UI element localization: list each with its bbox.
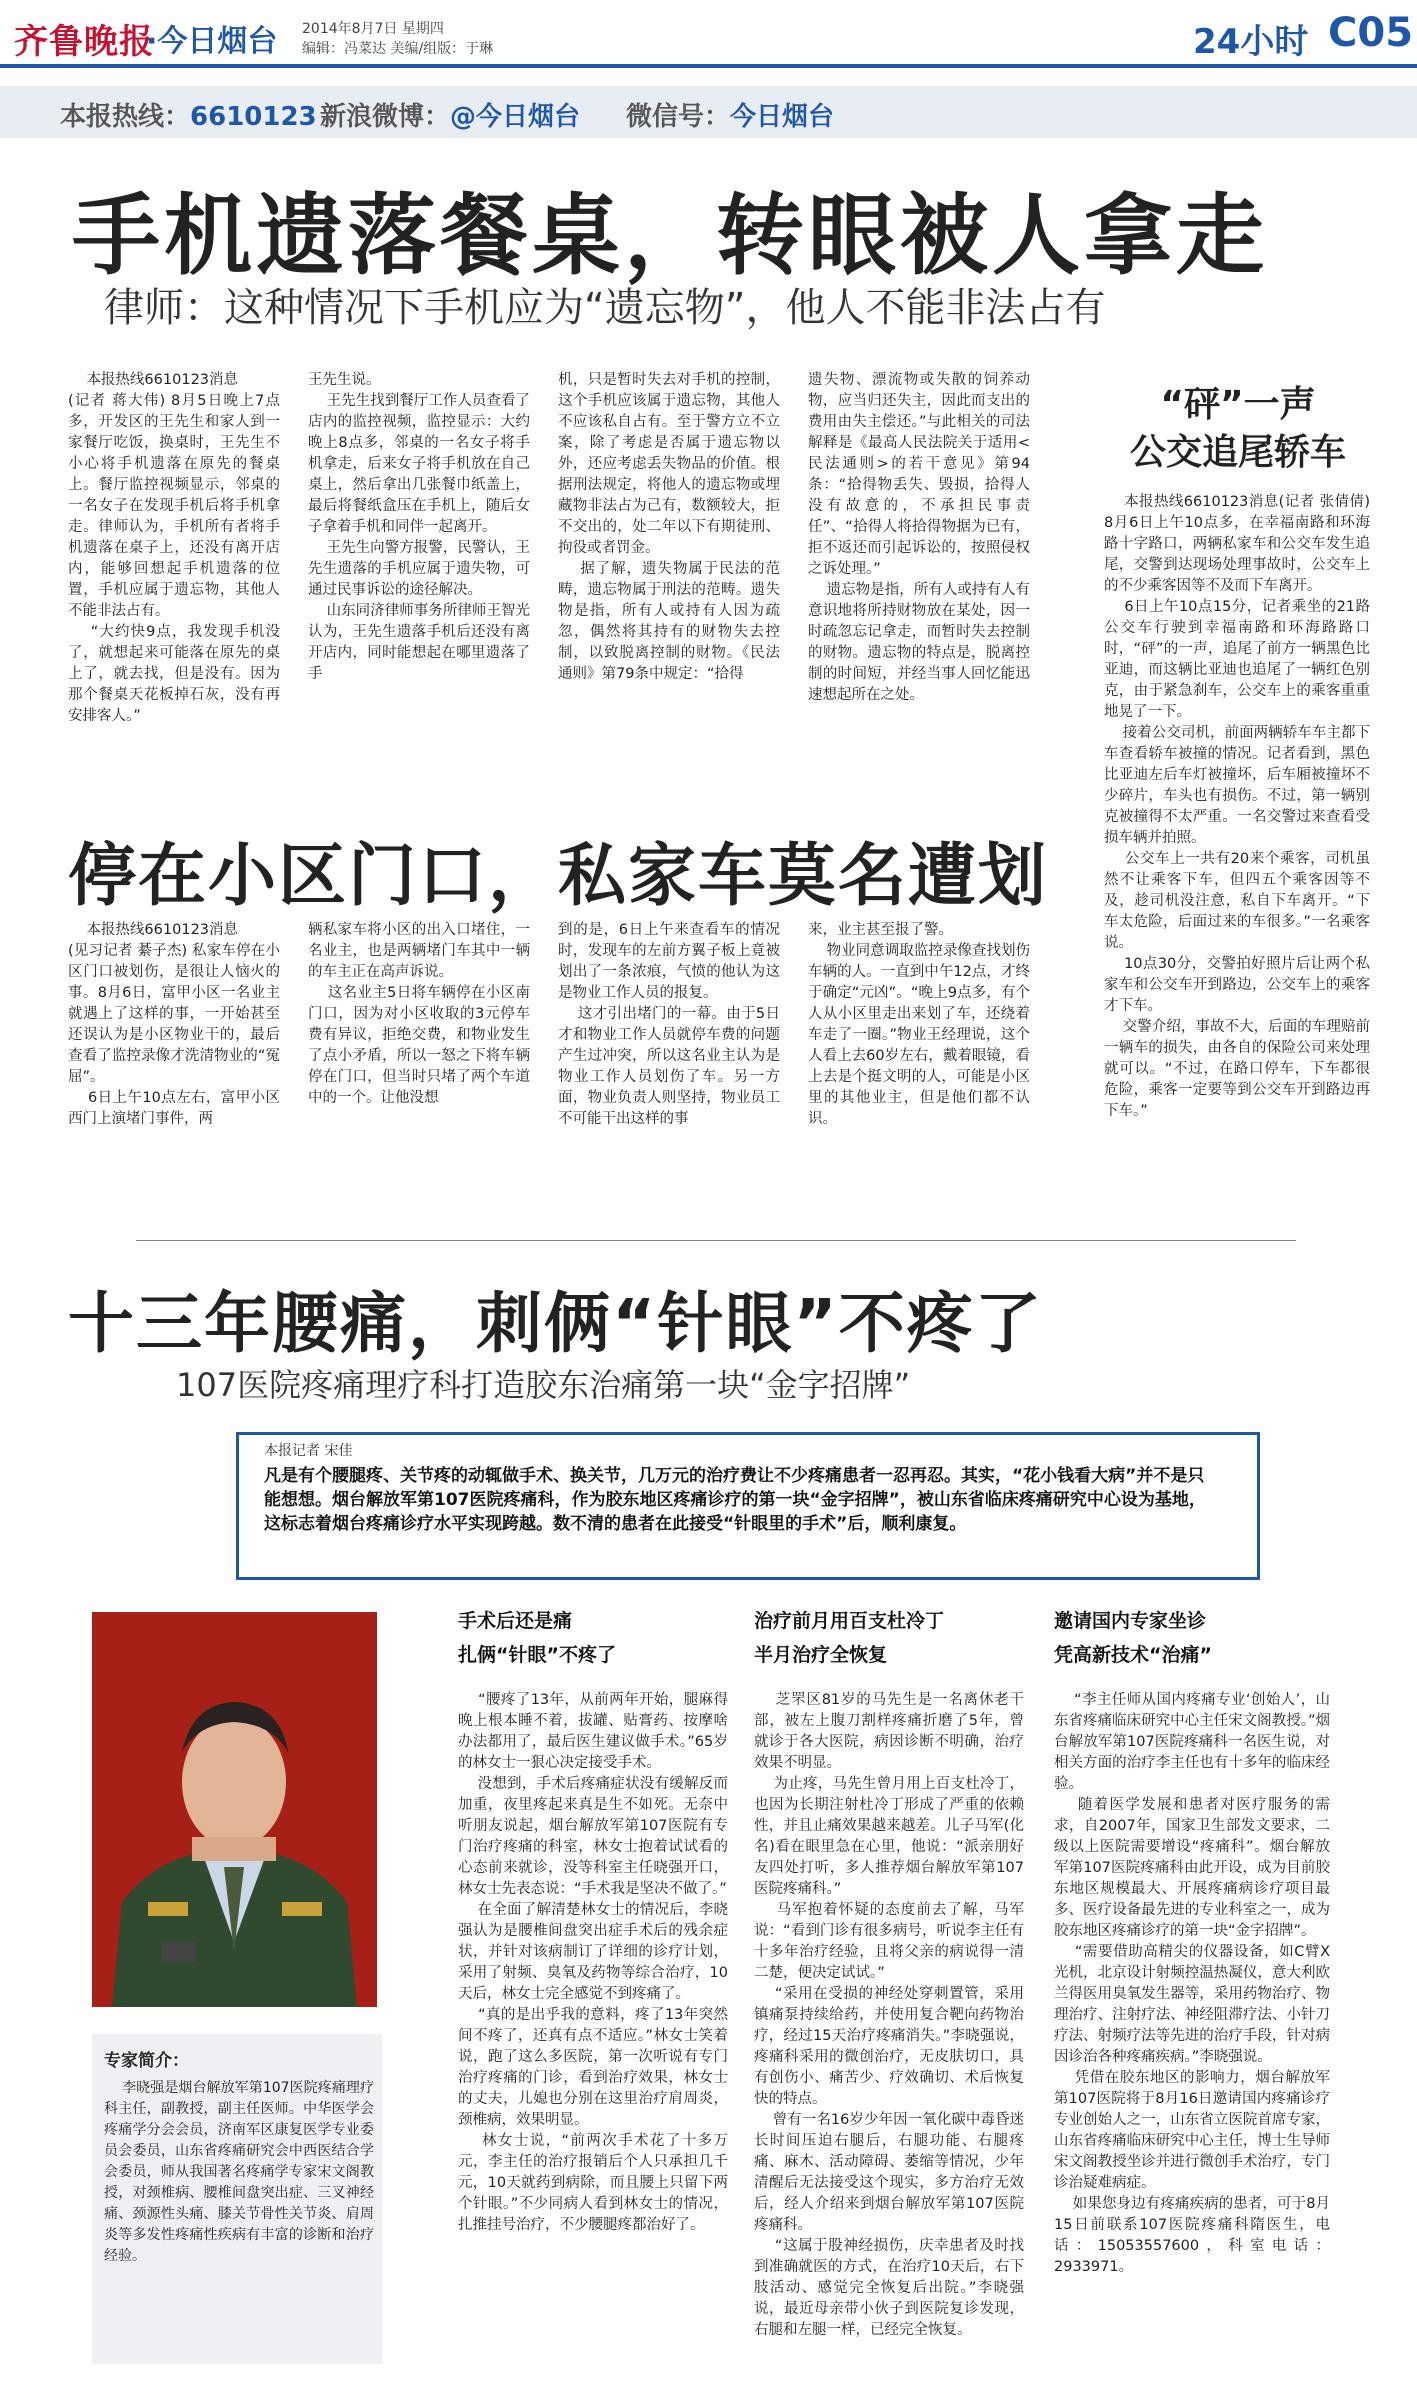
article3-reporter: 本报记者 宋佳 (264, 1443, 353, 1459)
sidebar-title-2: 公交追尾轿车 (1129, 432, 1346, 473)
expert-title: 专家简介： (104, 2051, 189, 2071)
expert-text: 李晓强是烟台解放军第107医院疼痛理疗科主任，副教授，副主任医师。中华医学会疼痛学分会会员，济南军区康复医学专业委员会委员，山东省疼痛研究会中西医结合学会委员，师从我国著名疼痛学专家宋文阁教授，对颈椎病、腰椎间盘突出症、三叉神经痛、颈源性头痛、膝关节骨性关节炎、肩周炎等多发性疼痛性疾病有丰富的诊断和治疗经验。 (104, 2080, 374, 2264)
editor-credit: 编辑：冯菜达 美编/组版：于琳 (302, 41, 494, 57)
issue-date: 2014年8月7日 星期四 (302, 21, 444, 37)
doctor-photo (92, 1612, 377, 2007)
hotline-info: 本报热线：6610123 (60, 102, 317, 132)
article3-column-1: “腰疼了13年，从前两年开始，腿麻得晚上根本睡不着，拔罐、贴膏药、按摩啥办法都用了，最后医生建议做手术。”65岁的林女士一狠心决定接受手术。 没想到，手术后疼痛症状没有缓解反而加重，夜里疼起来真是生不如死。无奈中听朋友说起，烟台解放军第107医院有专门治疗疼痛的科室，林女士抱着试试看的心态前来就诊，没等科室主任晓强开口，林女士先表态说：“手术我是坚决不做了。” 在全面了解清楚林女士的情况后，李晓强认为是腰椎间盘突出症手术后的残余症状，并针对该病制订了详细的诊疗计划，采用了射频、臭氧及药物等综合治疗，10天后，林女士完全感觉不到疼痛了。 “真的是出乎我的意料，疼了13年突然间不疼了，还真有点不适应。”林女士笑着说，跑了这么多医院，第一次听说有专门治疗疼痛的门诊，看到治疗效果，林女士的丈夫，儿媳也分别在这里治疗肩周炎，颈椎病，效果明显。 林女士说，“前两次手术花了十多万元，李主任的治疗报销后个人只承担几千元，10天就药到病除，而且腰上只留下两个针眼。”不少同病人看到林女士的情况，扎推挂号治疗，不少腰腿疼都治好了。 (458, 1692, 729, 2233)
wechat-info: 微信号：今日烟台 (626, 102, 835, 132)
section-24hours: 24小时 (1193, 22, 1309, 62)
section-divider (136, 1240, 1296, 1241)
masthead-rule (0, 64, 1417, 68)
article1-column-1: 本报热线6610123消息 (记者 蒋大伟) 8月5日晚上7点多，开发区的王先生和家人到一家餐厅吃饭，换桌时，王先生不小心将手机遗落在原先的餐桌上。餐厅监控视频显示，邻桌的一名女子在发现手机后将手机拿走。律师认为，手机所有者将手机遗落在桌子上，还没有离开店内，能够回想起手机遗落的位置，手机应属于遗忘物，其他人不能非法占有。 “大约快9点，我发现手机没了，就想起来可能落在原先的桌上了，就去找，但是没有。因为那个餐桌天花板掉石灰，没有再安排客人。” (68, 372, 280, 724)
article1-column-3: 机，只是暂时失去对手机的控制，这个手机应该属于遗忘物，其他人不应该私自占有。至于警方立不立案，除了考虑是否属于遗忘物以外，还应考虑丢失物品的价值。根据刑法规定，将他人的遗忘物或埋藏物非法占为己有，数额较大，拒不交出的，处二年以下有期徒刑、拘役或者罚金。 据了解，遗失物属于民法的范畴，遗忘物属于刑法的范畴。遗失物是指，所有人或持有人因为疏忽，偶然将其持有的财物失去控制，以致脱离控制的财物。《民法通则》第79条中规定：“拾得 (558, 372, 780, 682)
weibo-info: 新浪微博：@今日烟台 (320, 102, 581, 132)
article3-lead: 凡是有个腰腿疼、关节疼的动辄做手术、换关节，几万元的治疗费让不少疼痛患者一忍再忍。其实，“花小钱看大病”并不是只能想想。烟台解放军第107医院疼痛科，作为胶东地区疼痛诊疗的第一块“金字招牌”，被山东省临床疼痛研究中心设为基地，这标志着烟台疼痛诊疗水平实现跨越。数不清的患者在此接受“针眼里的手术”后，顺利康复。 (264, 1466, 1206, 1534)
article3-column-2: 芝罘区81岁的马先生是一名离休老干部，被左上腹刀割样疼痛折磨了5年，曾就诊于各大医院，病因诊断不明确，治疗效果不明显。 为止疼，马先生曾月用上百支杜冷丁，也因为长期注射杜冷丁形成了严重的依赖性，并且止痛效果越来越差。儿子马军(化名)看在眼里急在心里，他说：“派亲朋好友四处打听，多人推荐烟台解放军第107医院疼痛科。” 马军抱着怀疑的态度前去了解，马军说：“看到门诊有很多病号，听说李主任有十多年治疗经验，且将父亲的病说得一清二楚，便决定试试。” “采用在受损的神经处穿刺置管，采用镇痛泵持续给药，并使用复合靶向药物治疗，经过15天治疗疼痛消失。”李晓强说，疼痛科采用的微创治疗，无皮肤切口，具有创伤小、痛苦少、疗效确切、术后恢复快的特点。 曾有一名16岁少年因一氧化碳中毒昏迷长时间压迫右腿后，右腿功能、右腿疼痛、麻木、活动障碍、萎缩等情况，少年清醒后无法接受这个现实，多方治疗无效后，经人介绍来到烟台解放军第107医院疼痛科。 “这属于股神经损伤，庆幸患者及时找到准确就医的方式，在治疗10天后，右下肢活动、感觉完全恢复后出院。”李晓强说，最近母亲带小伙子到医院复诊发现，右腿和左腿一样，已经完全恢复。 (754, 1692, 1025, 2338)
article3-column-3: “李主任师从国内疼痛专业‘创始人’，山东省疼痛临床研究中心主任宋文阁教授。”烟台解放军第107医院疼痛科一名医生说，对相关方面的治疗李主任也有十多年的临床经验。 随着医学发展和患者对医疗服务的需求，自2007年，国家卫生部发文要求，二级以上医院需要增设“疼痛科”。烟台解放军第107医院疼痛科由此开设，成为目前胶东地区规模最大、开展疼痛病诊疗项目最多、医疗设备最先进的专业科室之一，成为胶东地区疼痛诊疗的第一块“金字招牌”。 “需要借助高精尖的仪器设备，如C臂X光机，北京设计射频控温热凝仪，意大利欧兰得医用臭氧发生器等，采用药物治疗、物理治疗、注射疗法、神经阻滞疗法、小针刀疗法、射频疗法等先进的治疗手段，针对病因诊治各种疼痛疾病。”李晓强说。 凭借在胶东地区的影响力，烟台解放军第107医院将于8月16日邀请国内疼痛诊疗专业创始人之一，山东省立医院首席专家，山东省疼痛临床研究中心主任，博士生导师宋文阁教授坐诊并进行微创手术治疗，专门诊治疑难病症。 如果您身边有疼痛疾病的患者，可于8月15日前联系107医院疼痛科隋医生，电话：15053557600，科室电话：2933971。 (1054, 1692, 1331, 2275)
article3-subhead: 107医院疼痛理疗科打造胶东治痛第一块“金字招牌” (176, 1366, 911, 1404)
page-number: C05 (1328, 10, 1414, 56)
column3-title-2: 凭高新技术“治痛” (1054, 1644, 1212, 1666)
sidebar-title-1: “砰”一声 (1160, 384, 1316, 425)
article2-column-1: 本报热线6610123消息 (见习记者 綦子杰) 私家车停在小区门口被划伤，是很让人恼火的事。8月6日，富甲小区一名业主就遇上了这样的事，一开始甚至还误认为是小区物业干的，最后查看了监控录像才洗清物业的“冤屈”。 6日上午10点左右，富甲小区西门上演堵门事件，两 (68, 922, 280, 1127)
article1-headline: 手机遗落餐桌，转眼被人拿走 (72, 184, 1269, 287)
newspaper-logo: 齐鲁晚报 (14, 22, 154, 62)
column1-title-1: 手术后还是痛 (458, 1610, 573, 1632)
article2-column-2: 辆私家车将小区的出入口堵住，一名业主，也是两辆堵门车其中一辆的车主正在高声诉说。 这名业主5日将车辆停在小区南门口，因为对小区收取的3元停车费有异议，拒绝交费，和物业发生了点小矛盾，所以一怒之下将车辆停在门口，但当时只堵了两个车道中的一个。让他没想 (308, 922, 530, 1106)
article2-headline: 停在小区门口，私家车莫名遭划 (68, 837, 1049, 916)
sidebar-body: 本报热线6610123消息(记者 张倩倩) 8月6日上午10点多，在幸福南路和环海路十字路口，两辆私家车和公交车发生追尾，交警到达现场处理事故时，公交车上的不少乘客因等不及而下车离开。 6日上午10点15分，记者乘坐的21路公交车行驶到幸福南路和环海路路口时，“砰”的一声，追尾了前方一辆黑色比亚迪，而这辆比亚迪也追尾了一辆红色别克，由于紧急刹车，公交车上的乘客重重地晃了一下。 接着公交司机，前面两辆轿车车主都下车查看轿车被撞的情况。记者看到，黑色比亚迪左后车灯被撞坏，后车厢被撞坏不少碎片，车头也有损伤。不过，第一辆别克被撞得不太严重。一名交警过来查看受损车辆并拍照。 公交车上一共有20来个乘客，司机虽然不让乘客下车，但四五个乘客因等不及，趁司机没注意，私自下车离开。“下车太危险，后面过来的车很多。”一名乘客说。 10点30分，交警拍好照片后让两个私家车和公交车开到路边，公交车上的乘客才下车。 交警介绍，事故不大，后面的车理赔前一辆车的损失，由各自的保险公司来处理就可以。“不过，在路口停车，下车都很危险，乘客一定要等到公交车开到路边再下车。” (1104, 494, 1371, 1119)
column2-title-2: 半月治疗全恢复 (754, 1644, 888, 1666)
column2-title-1: 治疗前月用百支杜冷丁 (754, 1610, 945, 1632)
doctor-portrait-image (92, 1612, 377, 2007)
article1-column-2: 王先生说。 王先生找到餐厅工作人员查看了店内的监控视频，监控显示：大约晚上8点多，邻桌的一名女子将手机拿走，后来女子将手机放在自己桌上，然后拿出几张餐巾纸盖上，最后将餐纸盒压在手机上，随后女子拿着手机和同伴一起离开。 王先生向警方报警，民警认，王先生遗落的手机应属于遗失物，可通过民事诉讼的途径解决。 山东同济律师事务所律师王智光认为，王先生遗落手机后还没有离开店内，同时能想起在哪里遗落了手 (308, 372, 531, 682)
article1-column-4: 遗失物、漂流物或失散的饲养动物，应当归还失主，因此而支出的费用由失主偿还。”与此相关的司法解释是《最高人民法院关于适用<民法通则>的若干意见》第94条：“拾得物丢失、毁损，拾得人没有故意的，不承担民事责任”、“拾得人将拾得物据为已有，拒不返还而引起诉讼的，按照侵权之诉处理。” 遗忘物是指，所有人或持有人有意识地将所持财物放在某处，因一时疏忽忘记拿走，而暂时失去控制的财物。遗忘物的特点是，脱离控制的时间短，并经当事人回忆能迅速想起所在之处。 (808, 372, 1031, 703)
article2-column-4: 来，业主甚至报了警。 物业同意调取监控录像查找划伤车辆的人。一直到中午12点，才终于确定“元凶”。“晚上9点多，有个人从小区里走出来划了车，还绕着车走了一圈。”物业王经理说，这个人看上去60岁左右，戴着眼镜，看上去是个挺文明的人，可能是小区里的其他业主，但是他们都不认识。 (808, 922, 1031, 1127)
column1-title-2: 扎俩“针眼”不疼了 (458, 1644, 616, 1666)
section-name: ·今日烟台 (146, 24, 278, 59)
column3-title-1: 邀请国内专家坐诊 (1054, 1610, 1207, 1632)
article3-headline: 十三年腰痛，刺俩“针眼”不疼了 (68, 1285, 1043, 1362)
article2-column-3: 到的是，6日上午来查看车的情况时，发现车的左前方翼子板上竟被划出了一条浓痕，气愤的他认为这是物业工作人员的报复。 这才引出堵门的一幕。由于5日才和物业工作人员就停车费的问题产生过冲突，所以这名业主认为是物业工作人员划伤了车。另一方面，物业负责人则坚持，物业员工不可能干出这样的事 (558, 922, 780, 1127)
article1-subhead: 律师：这种情况下手机应为“遗忘物”，他人不能非法占有 (104, 285, 1106, 331)
